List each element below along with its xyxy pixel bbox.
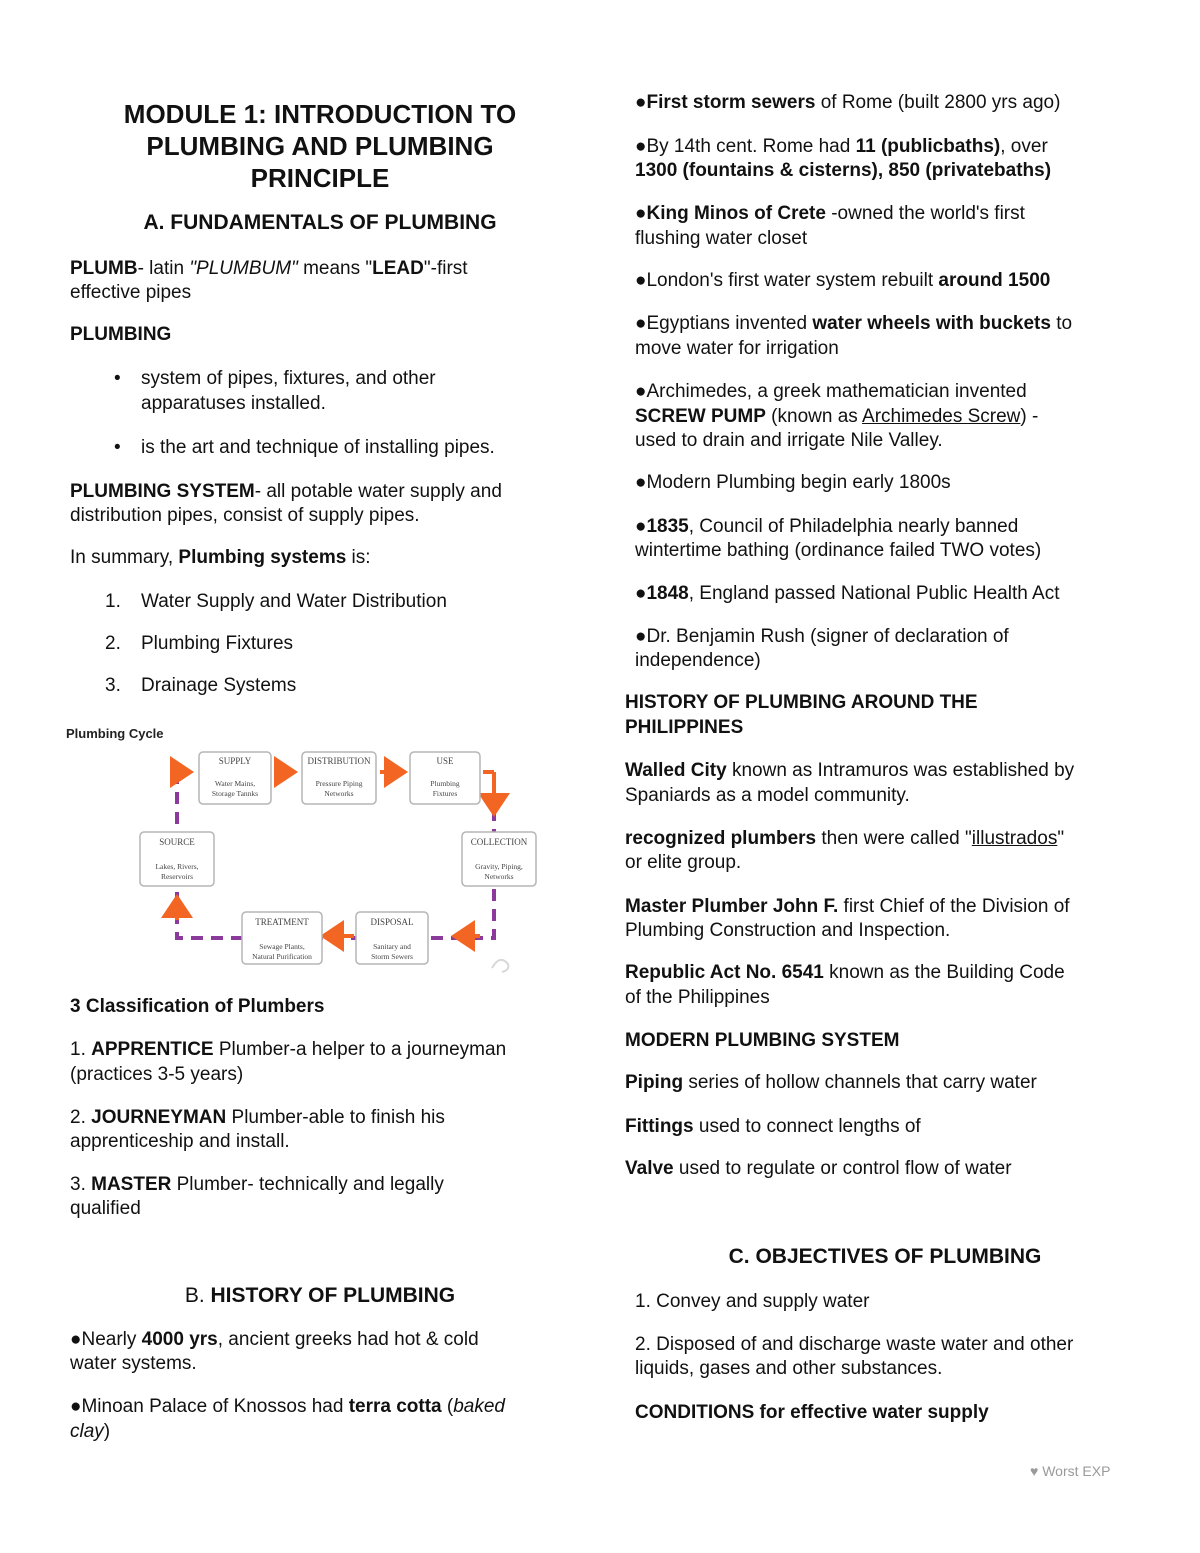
plumbing-system-definition: PLUMBING SYSTEM- all potable water supply and <box>70 481 502 502</box>
classification-heading: 3 Classification of Plumbers <box>70 996 325 1017</box>
svg-text:SUPPLY: SUPPLY <box>218 756 252 766</box>
svg-text:DISPOSAL: DISPOSAL <box>370 917 414 927</box>
svg-text:Pressure Piping: Pressure Piping <box>315 779 363 788</box>
svg-text:Sanitary and: Sanitary and <box>373 942 411 951</box>
svg-text:Lakes, Rivers,: Lakes, Rivers, <box>155 862 199 871</box>
plumbing-bullet-1-line2: apparatuses installed. <box>141 393 326 414</box>
plumbing-bullet-1: system of pipes, fixtures, and other <box>141 368 436 389</box>
history-item-rome-sewers: ●First storm sewers of Rome (built 2800 yrs ago) <box>635 92 1061 113</box>
history-item-1835: ●1835, Council of Philadelphia nearly banned <box>635 516 1019 537</box>
history-item-archimedes-line3: used to drain and irrigate Nile Valley. <box>635 430 943 451</box>
svg-text:Storm Sewers: Storm Sewers <box>371 952 413 961</box>
box-source <box>140 832 214 886</box>
philippines-walled-city: Walled City known as Intramuros was established by <box>625 760 1075 781</box>
classification-journeyman-line2: apprenticeship and install. <box>70 1131 290 1152</box>
svg-text:Reservoirs: Reservoirs <box>160 872 194 881</box>
box-collection <box>462 832 536 886</box>
box-disposal <box>356 912 428 964</box>
bullet-icon: • <box>114 437 121 458</box>
svg-text:Networks: Networks <box>484 872 514 881</box>
philippines-heading-line2: PHILIPPINES <box>625 717 744 738</box>
module-title-line1: MODULE 1: INTRODUCTION TO <box>123 99 517 129</box>
box-use <box>410 752 480 804</box>
modern-valve: Valve used to regulate or control flow of water <box>625 1158 1012 1179</box>
modern-plumbing-heading: MODERN PLUMBING SYSTEM <box>625 1030 900 1051</box>
history-item-rush-line2: independence) <box>635 650 761 671</box>
history-item-minos: ●King Minos of Crete -owned the world's first <box>635 203 1025 224</box>
plumbing-cycle-diagram <box>62 720 552 980</box>
history-item-minos-line2: flushing water closet <box>635 228 808 249</box>
plumb-definition-line2: effective pipes <box>70 282 192 303</box>
module-title-line3: PRINCIPLE <box>250 163 390 193</box>
box-distribution <box>302 752 376 804</box>
philippines-republic-act: Republic Act No. 6541 known as the Building Code <box>625 962 1065 983</box>
history-item-archimedes: ●Archimedes, a greek mathematician invented <box>635 381 1027 402</box>
history-item-rome-baths: ●By 14th cent. Rome had 11 (publicbaths), over <box>635 136 1048 157</box>
classification-master-line2: qualified <box>70 1198 141 1219</box>
box-treatment <box>242 912 322 964</box>
section-c-heading: C. OBJECTIVES OF PLUMBING <box>728 1245 1042 1268</box>
module-title-line2: PLUMBING AND PLUMBING <box>146 131 494 161</box>
box-supply <box>199 752 271 804</box>
svg-text:COLLECTION: COLLECTION <box>470 837 528 847</box>
section-a-heading: A. FUNDAMENTALS OF PLUMBING <box>143 211 497 234</box>
plumbing-system-definition-line2: distribution pipes, consist of supply pipes. <box>70 505 420 526</box>
list-item-number: 1. <box>105 591 121 612</box>
heart-icon: ♥ <box>1030 1463 1039 1479</box>
svg-text:Fixtures: Fixtures <box>432 789 458 798</box>
history-item-minoan: ●Minoan Palace of Knossos had terra cotta (baked <box>70 1396 506 1417</box>
objective-1: 1. Convey and supply water <box>635 1291 870 1312</box>
history-item-rush: ●Dr. Benjamin Rush (signer of declaration of <box>635 626 1009 647</box>
svg-text:Water Mains,: Water Mains, <box>214 779 256 788</box>
list-item: Drainage Systems <box>141 675 297 696</box>
modern-fittings: Fittings used to connect lengths of <box>625 1116 921 1137</box>
classification-master: 3. MASTER Plumber- technically and legally <box>70 1174 444 1195</box>
history-item-egyptians-line2: move water for irrigation <box>635 338 839 359</box>
svg-text:TREATMENT: TREATMENT <box>255 917 309 927</box>
diagram-title: Plumbing Cycle <box>66 726 164 741</box>
classification-apprentice-line2: (practices 3-5 years) <box>70 1064 244 1085</box>
svg-text:Storage Tannks: Storage Tannks <box>211 789 259 798</box>
history-item-minoan-line2: clay) <box>70 1421 111 1442</box>
history-item-1835-line2: wintertime bathing (ordinance failed TWO votes) <box>635 540 1042 561</box>
list-item-number: 2. <box>105 633 121 654</box>
summary-text: In summary, Plumbing systems is: <box>70 547 371 568</box>
philippines-master-plumber-line2: Plumbing Construction and Inspection. <box>625 920 951 941</box>
footer-text: Worst EXP <box>1042 1463 1111 1479</box>
history-item-archimedes-line2: SCREW PUMP (known as Archimedes Screw) - <box>635 406 1039 427</box>
svg-text:DISTRIBUTION: DISTRIBUTION <box>307 756 371 766</box>
history-item-london: ●London's first water system rebuilt around 1500 <box>635 270 1051 291</box>
svg-text:Natural Purification: Natural Purification <box>252 952 312 961</box>
history-item-greeks-line2: water systems. <box>70 1353 197 1374</box>
list-item: Water Supply and Water Distribution <box>141 591 447 612</box>
history-item-egyptians: ●Egyptians invented water wheels with buckets to <box>635 313 1073 334</box>
footer-watermark <box>1030 1463 1110 1479</box>
objective-2-line2: liquids, gases and other substances. <box>635 1358 943 1379</box>
classification-apprentice: 1. APPRENTICE Plumber-a helper to a journeyman <box>70 1039 507 1060</box>
classification-journeyman: 2. JOURNEYMAN Plumber-able to finish his <box>70 1107 445 1128</box>
modern-piping: Piping series of hollow channels that carry water <box>625 1072 1037 1093</box>
svg-text:USE: USE <box>436 756 454 766</box>
plumbing-term: PLUMBING <box>70 324 172 345</box>
conditions-heading: CONDITIONS for effective water supply <box>635 1402 989 1423</box>
philippines-plumbers: recognized plumbers then were called "illustrados" <box>625 828 1065 849</box>
svg-text:Plumbing: Plumbing <box>430 779 460 788</box>
objective-2: 2. Disposed of and discharge waste water and other <box>635 1334 1074 1355</box>
watermark-swirl <box>492 960 508 972</box>
svg-text:SOURCE: SOURCE <box>159 837 195 847</box>
section-b-heading: B. HISTORY OF PLUMBING <box>184 1284 456 1307</box>
svg-text:Gravity, Piping,: Gravity, Piping, <box>475 862 523 871</box>
philippines-republic-act-line2: of the Philippines <box>625 987 770 1008</box>
svg-text:Sewage Plants,: Sewage Plants, <box>259 942 305 951</box>
list-item: Plumbing Fixtures <box>141 633 294 654</box>
philippines-master-plumber: Master Plumber John F. first Chief of the Division of <box>625 896 1070 917</box>
history-item-rome-baths-line2: 1300 (fountains & cisterns), 850 (privatebaths) <box>635 160 1052 181</box>
history-item-greeks: ●Nearly 4000 yrs, ancient greeks had hot & cold <box>70 1329 479 1350</box>
plumbing-bullet-2: is the art and technique of installing pipes. <box>141 437 495 458</box>
svg-text:Networks: Networks <box>324 789 354 798</box>
plumb-definition: PLUMB- latin "PLUMBUM" means "LEAD"-first <box>70 258 468 279</box>
philippines-walled-city-line2: Spaniards as a model community. <box>625 785 910 806</box>
history-item-modern: ●Modern Plumbing begin early 1800s <box>635 472 951 493</box>
bullet-icon: • <box>114 368 121 389</box>
philippines-plumbers-line2: or elite group. <box>625 852 742 873</box>
history-item-1848: ●1848, England passed National Public Health Act <box>635 583 1060 604</box>
philippines-heading: HISTORY OF PLUMBING AROUND THE <box>625 692 978 713</box>
list-item-number: 3. <box>105 675 121 696</box>
